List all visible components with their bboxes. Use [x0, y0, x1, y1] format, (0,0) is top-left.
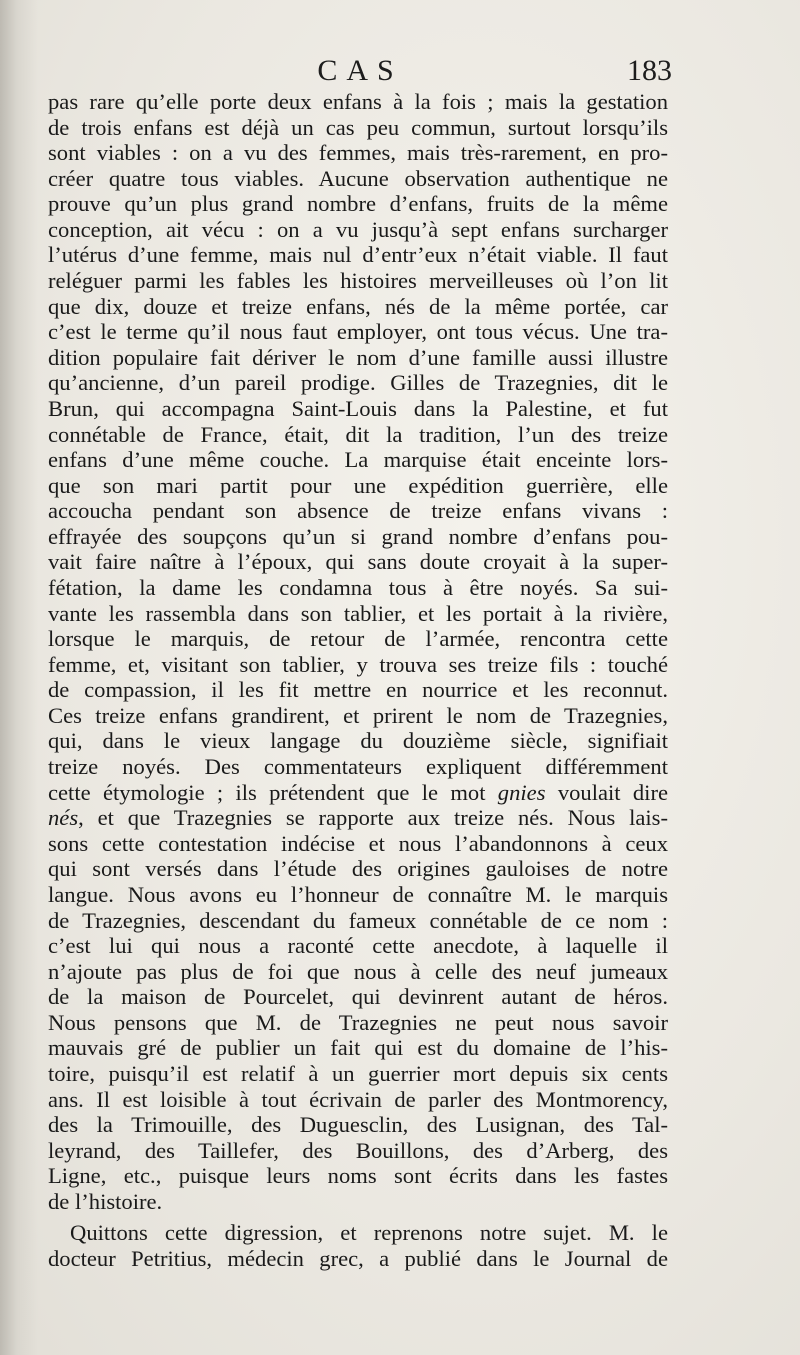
- text-line: de compassion, il les fit mettre en nourrice et les reconnut.: [48, 677, 668, 703]
- text-line: c’est lui qui nous a raconté cette anecdote, à laquelle il: [48, 933, 668, 959]
- text-line: Ligne, etc., puisque leurs noms sont écrits dans les fastes: [48, 1163, 668, 1189]
- text-line: sons cette contestation indécise et nous l’abandonnons à ceux: [48, 830, 668, 856]
- text-line: créer quatre tous viables. Aucune observation authentique ne: [48, 165, 668, 191]
- binding-shadow: [0, 0, 38, 1355]
- text-line: qui, dans le vieux langage du douzième siècle, signifiait: [48, 728, 668, 754]
- text-line: femme, et, visitant son tablier, y trouva ses treize fils : touché: [48, 651, 668, 677]
- text-line-with-italic: [48, 780, 668, 806]
- text-line: accoucha pendant son absence de treize enfans vivans :: [48, 498, 668, 524]
- text-line: dition populaire fait dériver le nom d’une famille aussi illustre: [48, 344, 668, 370]
- paragraph-2: [48, 1220, 668, 1271]
- running-head: CAS: [317, 54, 403, 87]
- text-line: de trois enfans est déjà un cas peu commun, surtout lorsqu’ils: [48, 114, 668, 140]
- text-line: reléguer parmi les fables les histoires merveilleuses où l’on lit: [48, 268, 668, 294]
- paragraph-1: [48, 89, 668, 1214]
- text-line: Nous pensons que M. de Trazegnies ne peut nous savoir: [48, 1009, 668, 1035]
- text-line: langue. Nous avons eu l’honneur de connaître M. le marquis: [48, 881, 668, 907]
- text-line: Brun, qui accompagna Saint-Louis dans la Palestine, et fut: [48, 395, 668, 421]
- text-line: qu’ancienne, d’un pareil prodige. Gilles de Trazegnies, dit le: [48, 370, 668, 396]
- text-segment: cette étymologie ; ils prétendent que le mot: [48, 779, 486, 805]
- text-line: que dix, douze et treize enfans, nés de la même portée, car: [48, 293, 668, 319]
- text-line-with-italic: [48, 805, 668, 831]
- text-line: de l’histoire.: [48, 1188, 163, 1214]
- text-line: pas rare qu’elle porte deux enfans à la fois ; mais la gestation: [48, 89, 668, 114]
- text-line: treize noyés. Des commentateurs expliquent différemment: [48, 754, 668, 780]
- text-line: des la Trimouille, des Duguesclin, des Lusignan, des Tal-: [48, 1112, 668, 1138]
- text-line: lorsque le marquis, de retour de l’armée, rencontra cette: [48, 626, 668, 652]
- text-line: sont viables : on a vu des femmes, mais très-rarement, en pro-: [48, 140, 668, 166]
- text-line: Ces treize enfans grandirent, et prirent le nom de Trazegnies,: [48, 702, 668, 728]
- text-line: prouve qu’un plus grand nombre d’enfans, fruits de la même: [48, 191, 668, 217]
- text-line: mauvais gré de publier un fait qui est du domaine de l’his-: [48, 1035, 668, 1061]
- text-segment: voulait dire: [557, 779, 668, 805]
- text-line: c’est le terme qu’il nous faut employer, ont tous vécus. Une tra-: [48, 319, 668, 345]
- italic-word: nés: [48, 805, 79, 831]
- text-line: Quittons cette digression, et reprenons notre sujet. M. le: [70, 1220, 668, 1246]
- body-text: [48, 89, 668, 1272]
- text-line: vante les rassembla dans son tablier, et les portait à la rivière,: [48, 600, 668, 626]
- text-line: qui sont versés dans l’étude des origines gauloises de notre: [48, 856, 668, 882]
- text-line: que son mari partit pour une expédition guerrière, elle: [48, 472, 668, 498]
- text-line: connétable de France, était, dit la tradition, l’un des treize: [48, 421, 668, 447]
- text-line: docteur Petritius, médecin grec, a publié dans le Journal de: [48, 1246, 668, 1272]
- text-line: n’ajoute pas plus de foi que nous à celle des neuf jumeaux: [48, 958, 668, 984]
- page-number: 183: [627, 54, 672, 87]
- text-line: effrayée des soupçons qu’un si grand nombre d’enfans pou-: [48, 523, 668, 549]
- text-segment: , et que Trazegnies se rapporte aux treize nés. Nous lais-: [78, 805, 668, 831]
- text-line: de Trazegnies, descendant du fameux connétable de ce nom :: [48, 907, 668, 933]
- text-line: de la maison de Pourcelet, qui devinrent autant de héros.: [48, 984, 668, 1010]
- text-line: l’utérus d’une femme, mais nul d’entr’eux n’était viable. Il faut: [48, 242, 668, 268]
- text-line: fétation, la dame les condamna tous à être noyés. Sa sui-: [48, 574, 668, 600]
- page-header: [52, 54, 672, 88]
- text-line: vait faire naître à l’époux, qui sans doute croyait à la super-: [48, 549, 668, 575]
- text-line: toire, puisqu’il est relatif à un guerrier mort depuis six cents: [48, 1060, 668, 1086]
- text-line: ans. Il est loisible à tout écrivain de parler des Montmorency,: [48, 1086, 668, 1112]
- text-line: enfans d’une même couche. La marquise était enceinte lors-: [48, 447, 668, 473]
- italic-word: gnies: [497, 779, 546, 805]
- text-line: leyrand, des Taillefer, des Bouillons, des d’Arberg, des: [48, 1137, 668, 1163]
- text-line: conception, ait vécu : on a vu jusqu’à sept enfans surcharger: [48, 216, 668, 242]
